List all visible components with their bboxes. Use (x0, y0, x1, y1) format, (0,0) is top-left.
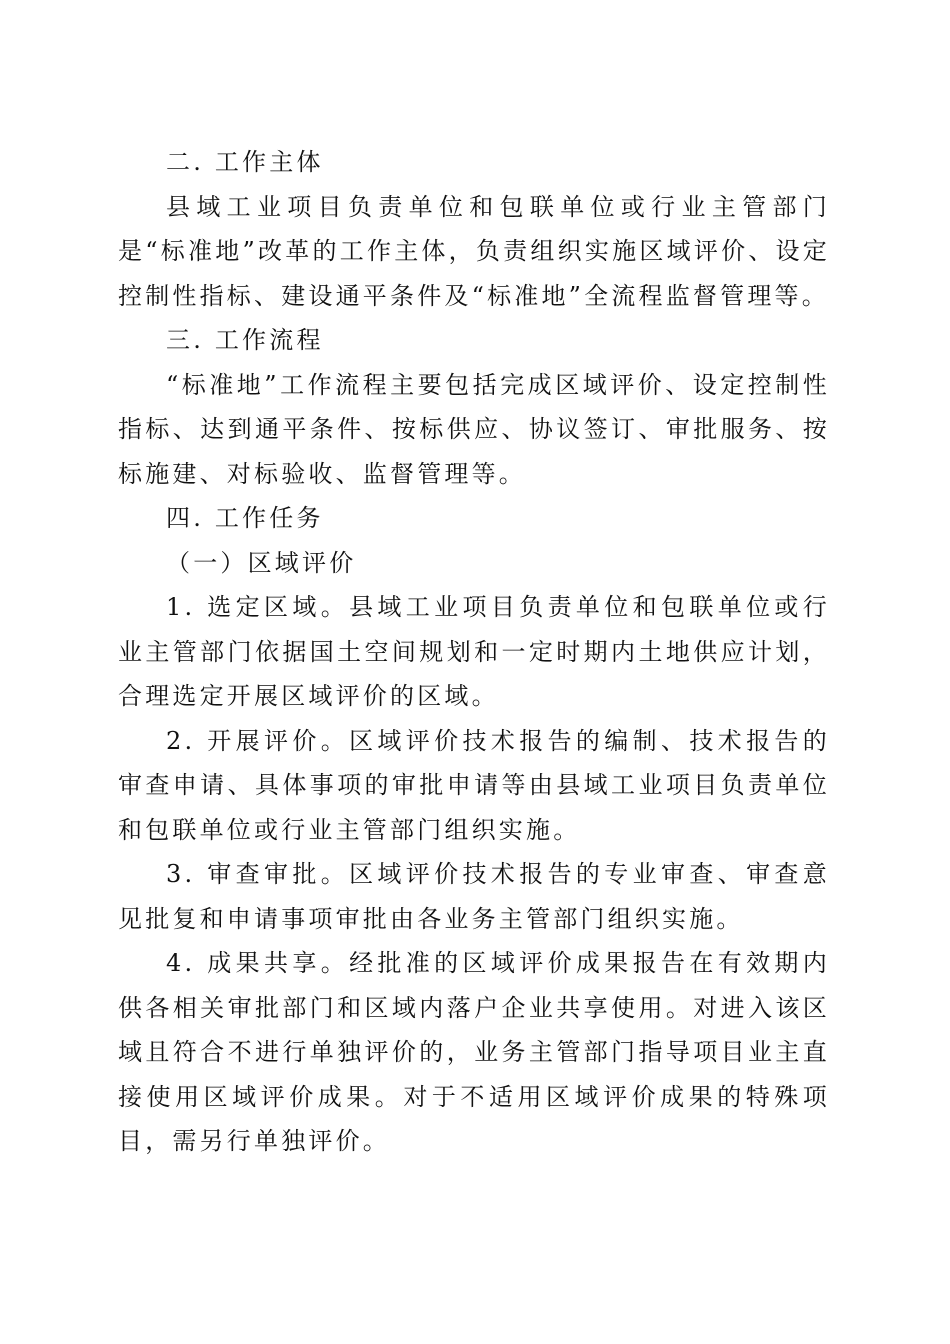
document-body (118, 140, 830, 1164)
paragraph-result-sharing: 4. 成果共享。经批准的区域评价成果报告在有效期内供各相关审批部门和区域内落户企业共享使用。对进入该区域且符合不进行单独评价的，业务主管部门指导项目业主直接使用区域评价成果。对于不适用区域评价成果的特殊项目，需另行单独评价。 (118, 949, 830, 1155)
section-heading-work-tasks: 四. 工作任务 (166, 504, 324, 532)
paragraph-select-region: 1. 选定区域。县域工业项目负责单位和包联单位或行业主管部门依据国土空间规划和一定时期内土地供应计划，合理选定开展区域评价的区域。 (118, 593, 830, 710)
section-heading-work-subject: 二. 工作主体 (166, 148, 324, 176)
paragraph-review-approval: 3. 审查审批。区域评价技术报告的专业审查、审查意见批复和申请事项审批由各业务主管部门组织实施。 (118, 860, 830, 933)
paragraph-work-process: “标准地”工作流程主要包括完成区域评价、设定控制性指标、达到通平条件、按标供应、协议签订、审批服务、按标施建、对标验收、监督管理等。 (118, 370, 830, 488)
paragraph-conduct-evaluation: 2. 开展评价。区域评价技术报告的编制、技术报告的审查申请、具体事项的审批申请等由县域工业项目负责单位和包联单位或行业主管部门组织实施。 (118, 726, 830, 844)
subheading-regional-evaluation: （一）区域评价 (166, 548, 357, 577)
paragraph-work-subject: 县域工业项目负责单位和包联单位或行业主管部门是“标准地”改革的工作主体，负责组织实施区域评价、设定控制性指标、建设通平条件及“标准地”全流程监督管理等。 (118, 192, 830, 310)
section-heading-work-process: 三. 工作流程 (166, 326, 324, 354)
